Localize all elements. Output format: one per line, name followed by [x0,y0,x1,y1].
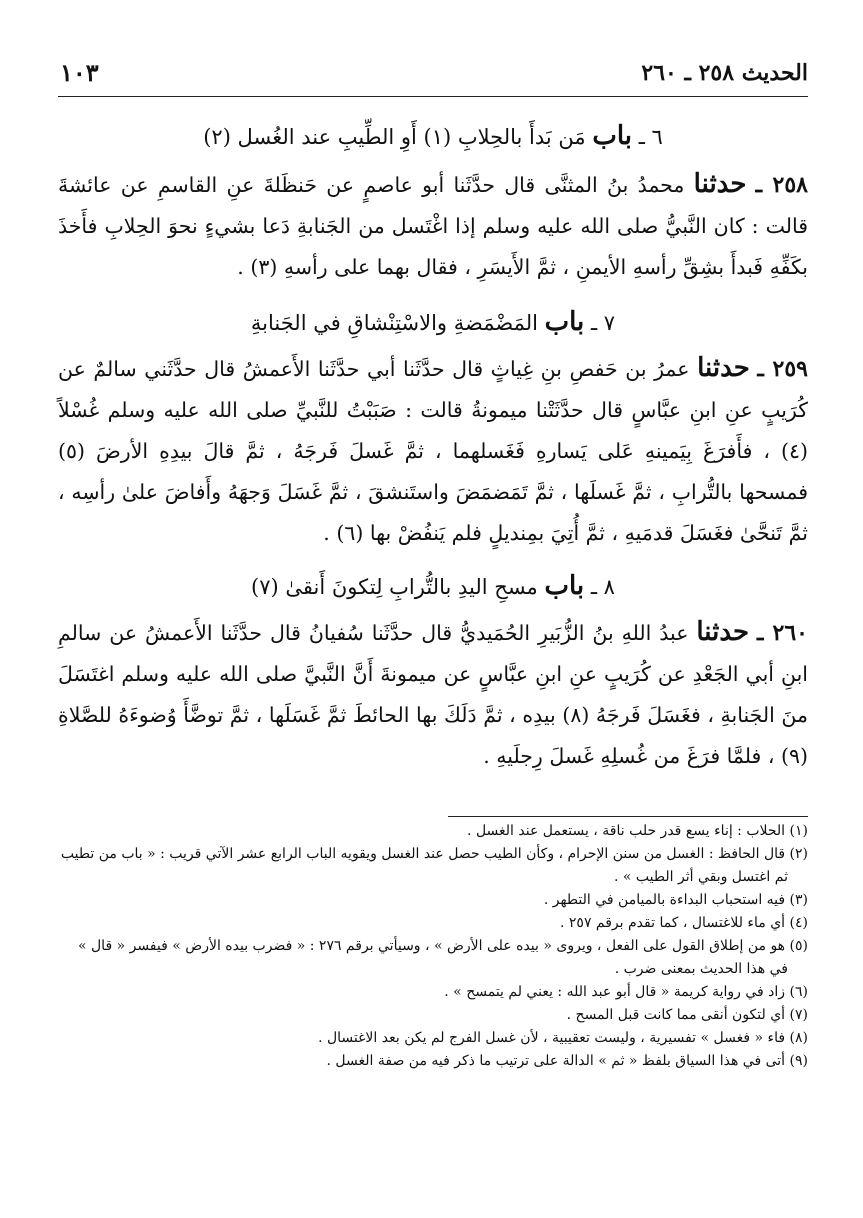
footnote-text: أي لتكون أنقى مما كانت قبل المسح . [566,1007,786,1023]
chapter-bab: باب [544,307,585,337]
chapter-bab: باب [544,571,585,601]
chapter-number: ٦ ـ [638,125,663,149]
page-number: ١٠٣ [60,58,99,87]
footnotes [58,820,808,1073]
page-body [58,114,808,782]
chapter-heading [58,300,808,344]
footnote-item [58,1027,808,1050]
chapter-heading [58,564,808,608]
chapter-title: مَن بَدأَ بالحِلابِ (١) أَوِ الطِّيبِ عند الغُسل (٢) [203,125,586,149]
footnote-text: فاء « فغسل » تفسيرية ، وليست تعقيبية ، لأن غسل الفرج لم يكن بعد الاغتسال . [318,1030,786,1046]
chapter-heading [58,114,808,158]
hadith-text: عمرُ بن حَفصِ بنِ غِياثٍ قال حدَّثَنا أبي حدَّثَنا الأَعمشُ قال حدَّثَني سالمٌ عن كُرَيبٍ عنِ ابنِ عبَّاسٍ قال حدَّثَتْنا ميمونةُ قالت : صَبَبْتُ للنَّبيِّ صلى الله عليه وسلم غُسْلاً (٤) ، فأَفرَغَ بِيَمينهِ عَلى يَسارهِ فَغَسلهما ، ثمَّ غَسلَ فَرجَهُ ، ثمَّ قالَ بيدِهِ الأرضَ (٥) فمسحها بالتُّرابِ ، ثمَّ غَسلَها ، ثمَّ تَمَضمَضَ واستَنشقَ ، ثمَّ غَسَلَ وَجهَهُ وأَفاضَ علىٰ رأسِه ، ثمَّ تَنحَّىٰ فغَسَلَ قدمَيهِ ، ثمَّ أُتِيَ بمِنديلٍ فلم يَنفُضْ بها (٦) . [58,357,808,545]
footnote-number: (٩) [789,1053,808,1069]
footnote-number: (٦) [789,984,808,1000]
hadith-number: ٢٥٨ ـ [755,172,808,198]
footnote-number: (٣) [789,892,808,908]
chapter-title: المَضْمَضةِ والاسْتِنْشاقِ في الجَنابةِ [250,311,538,335]
footnote-number: (٨) [789,1030,808,1046]
haddathana-label: حدثنا [696,617,750,647]
footnote-text: أي ماء للاغتسال ، كما تقدم برقم ٢٥٧ . [560,915,786,931]
header-divider [58,96,808,97]
footnote-text: زاد في رواية كريمة « قال أبو عبد الله : يعني لم يتمسح » . [444,984,786,1000]
footnote-item [58,912,808,935]
footnote-text: قال الحافظ : الغسل من سنن الإحرام ، وكأن الطيب حصل عند الغسل ويقويه الباب الرابع عشر الآتي قريب : « باب من تطيب ثم اغتسل وبقي أثر الطيب » . [60,846,788,885]
hadith-paragraph [58,348,808,560]
hadith-text: عبدُ اللهِ بنُ الزُّبَيرِ الحُمَيديُّ قال حدَّثَنا سُفيانُ قال حدَّثَنا الأَعمشُ عن سالمِ ابنِ أبي الجَعْدِ عن كُرَيبٍ عنِ ابنِ عبَّاسٍ عن ميمونةَ أَنَّ النَّبيَّ صلى الله عليه وسلم اغتَسَلَ منَ الجَنابةِ ، فغَسَلَ فَرجَهُ (٨) بيدِه ، ثمَّ دَلَكَ بها الحائطَ ثمَّ غَسَلَها ، ثمَّ توضَّأَ وُضوءَهُ للصَّلاةِ (٩) ، فلمَّا فرَغَ من غُسلِهِ غَسلَ رِجلَيهِ . [58,621,808,768]
chapter-number: ٧ ـ [590,311,616,335]
footnote-item [58,935,808,981]
running-head [58,58,808,92]
footnote-number: (٢) [789,846,808,862]
footnote-number: (٤) [789,915,808,931]
footnote-number: (٥) [789,938,808,954]
haddathana-label: حدثنا [697,353,750,383]
footnote-text: أتى في هذا السياق بلفظ « ثم » الدالة على ترتيب ما ذكر فيه من صفة الغسل . [326,1053,786,1069]
footnote-number: (٧) [789,1007,808,1023]
footnote-text: فيه استحباب البداءة بالميامن في التطهر . [543,892,786,908]
hadith-number: ٢٥٩ ـ [757,356,808,382]
footnote-item [58,1004,808,1027]
footnote-text: هو من إطلاق القول على الفعل ، ويروى « بيده على الأرض » ، وسيأتي برقم ٢٧٦ : « فضرب بيده الأرض » فيفسر « قال » في هذا الحديث بمعنى ضرب . [77,938,788,977]
footnote-item [58,889,808,912]
hadith-paragraph [58,164,808,296]
hadith-number: ٢٦٠ ـ [757,620,808,646]
running-head-title: الحديث ٢٥٨ ـ ٢٦٠ [641,60,808,86]
footnote-item [58,820,808,843]
chapter-title: مسحِ اليدِ بالتُّرابِ لِتكونَ أَنقىٰ (٧) [251,575,538,599]
footnote-number: (١) [789,823,808,839]
hadith-paragraph [58,612,808,782]
hadith-text: محمدُ بنُ المثنَّى قال حدَّثَنا أبو عاصمٍ عن حَنظَلةَ عنِ القاسمِ عن عائشةَ قالت : كان النَّبيُّ صلى الله عليه وسلم إذا اغْتَسل من الجَنابةِ دَعا بشيءٍ نحوَ الحِلابِ فأَخذَ بكَفِّهِ فَبدأَ بشِقِّ رأسهِ الأيمنِ ، ثمَّ الأَيسَرِ ، فقال بهما على رأسهِ (٣) . [58,173,808,279]
chapter-bab: باب [592,121,632,151]
footnote-item [58,981,808,1004]
footnote-item [58,1050,808,1073]
footnote-item [58,843,808,889]
footnote-text: الحلاب : إناء يسع قدر حلب ناقة ، يستعمل عند الغسل . [467,823,786,839]
chapter-number: ٨ ـ [590,575,615,599]
book-page [58,58,808,1188]
haddathana-label: حدثنا [693,169,747,199]
footnote-divider [448,816,808,817]
